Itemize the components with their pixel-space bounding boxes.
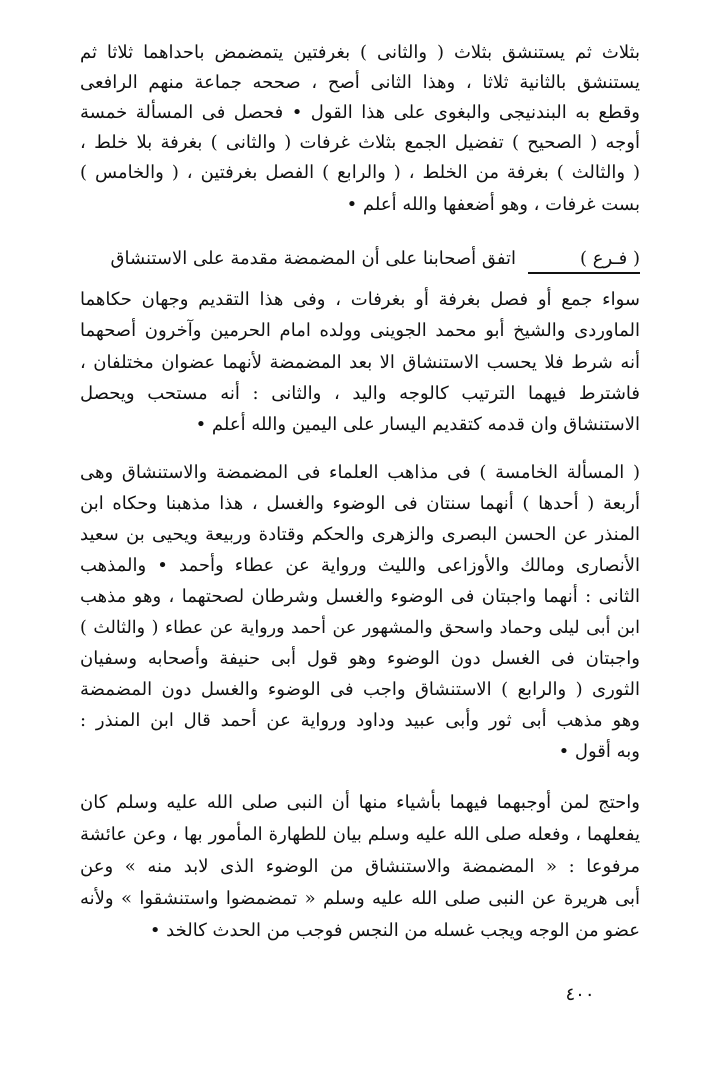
text-line: يستنشق بالثانية ثلاثا ، وهذا الثانى أصح ، صححه جماعة منهم الرافعى <box>80 72 640 93</box>
text-line: أنه شرط فلا يحسب الاستنشاق الا بعد المضمضة لأنهما عضوان مختلفان ، <box>80 352 640 373</box>
text-line: أبى هريرة عن النبى صلى الله عليه وسلم « تمضمضوا واستنشقوا » ولأنه <box>80 888 640 909</box>
text-line: وبه أقول • <box>558 741 640 762</box>
far3-heading-line <box>80 246 640 274</box>
page-number: ٤٠٠ <box>565 984 595 1005</box>
text-line: ( والثالث ) بغرفة من الخلط ، ( والرابع ) الفصل بغرفتين ، ( والخامس ) <box>80 162 640 183</box>
far3-label: ( فـرع ) <box>528 246 640 274</box>
far3-text: اتفق أصحابنا على أن المضمضة مقدمة على الاستنشاق <box>110 248 516 269</box>
text-line: بست غرفات ، وهو أضعفها والله أعلم • <box>346 194 640 215</box>
text-line: الماوردى والشيخ أبو محمد الجوينى وولده امام الحرمين وآخرون أصحهما <box>80 320 640 341</box>
text-line: فاشترط فيهما الترتيب كالوجه واليد ، والثانى : أنه مستحب ويحصل <box>80 383 640 404</box>
text-line: بثلاث ثم يستنشق بثلاث ( والثانى ) بغرفتين يتمضمض باحداهما ثلاثا ثم <box>80 42 640 63</box>
text-line: واحتج لمن أوجبهما فيهما بأشياء منها أن النبى صلى الله عليه وسلم كان <box>80 792 640 813</box>
text-line: الثانى : أنهما واجبتان فى الوضوء والغسل وشرطان لصحتهما ، وهو مذهب <box>80 586 640 607</box>
text-line: عضو من الوجه ويجب غسله من النجس فوجب من الحدث كالخد • <box>149 920 640 941</box>
text-line: الثورى ( والرابع ) الاستنشاق واجب فى الوضوء والغسل دون المضمضة <box>80 679 640 700</box>
text-line: أربعة ( أحدها ) أنهما سنتان فى الوضوء والغسل ، هذا مذهبنا وحكاه ابن <box>80 493 640 514</box>
text-line: المنذر عن الحسن البصرى والزهرى والحكم وقتادة وربيعة ويحيى بن سعيد <box>80 524 640 545</box>
text-line: سواء جمع أو فصل بغرفة أو بغرفات ، وفى هذا التقديم وجهان حكاهما <box>80 289 640 310</box>
text-line: الأنصارى ومالك والأوزاعى والليث ورواية عن عطاء وأحمد • والمذهب <box>80 555 640 576</box>
text-line: أوجه ( الصحيح ) تفضيل الجمع بثلاث غرفات ( والثانى ) بغرفة بلا خلط ، <box>80 132 640 153</box>
text-line: الاستنشاق وان قدمه كتقديم اليسار على اليمين والله أعلم • <box>195 414 640 435</box>
text-line: وقطع به البندنيجى والبغوى على هذا القول • فحصل فى المسألة خمسة <box>80 102 640 123</box>
text-line: ( المسألة الخامسة ) فى مذاهب العلماء فى المضمضة والاستنشاق وهى <box>80 462 640 483</box>
text-line: وهو مذهب أبى ثور وأبى عبيد وداود ورواية عن أحمد قال ابن المنذر : <box>80 710 640 731</box>
text-line: واجبتان فى الغسل دون الوضوء وهو قول أبى حنيفة وأصحابه وسفيان <box>80 648 640 669</box>
text-line: مرفوعا : « المضمضة والاستنشاق من الوضوء الذى لابد منه » وعن <box>80 856 640 877</box>
text-line: يفعلهما ، وفعله صلى الله عليه وسلم بيان للطهارة المأمور بها ، وعن عائشة <box>80 824 640 845</box>
text-line: ابن أبى ليلى وحماد واسحق والمشهور عن أحمد ورواية عن عطاء ( والثالث ) <box>80 618 640 638</box>
